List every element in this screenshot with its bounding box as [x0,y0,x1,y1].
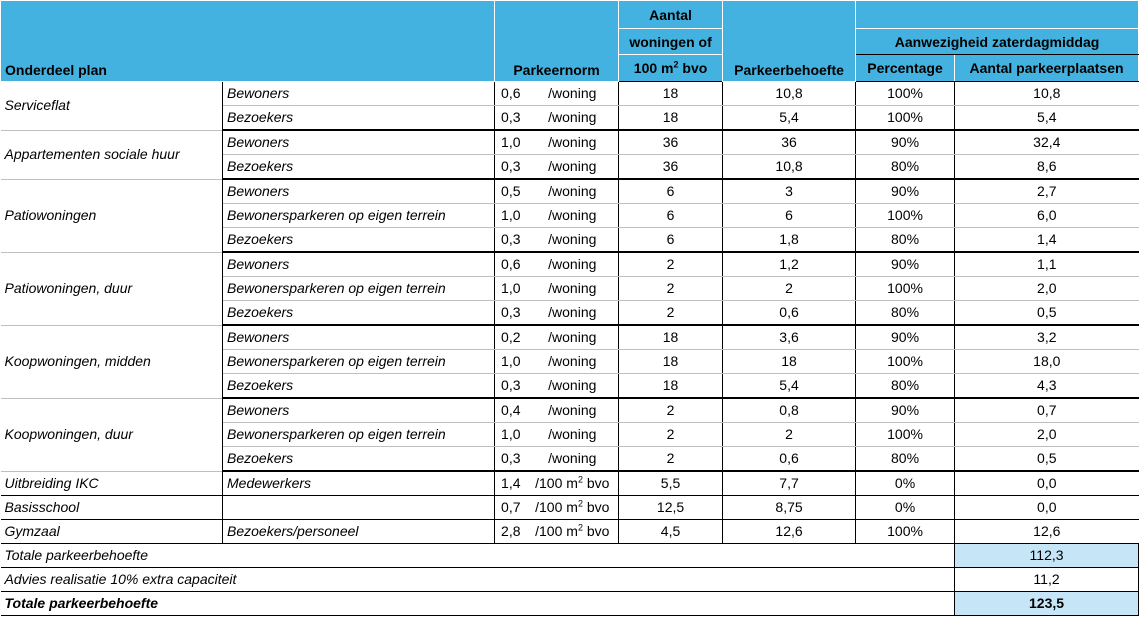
row-category: Bezoekers [223,374,495,399]
row-unit: /woning [527,204,619,228]
row-norm: 1,4 [495,471,527,496]
row-percentage: 90% [856,398,955,423]
row-name: Uitbreiding IKC [1,471,223,496]
table-row [1,252,1139,277]
row-norm: 0,2 [495,325,527,350]
row-behoefte: 5,4 [723,106,856,131]
row-percentage: 100% [856,82,955,106]
row-percentage: 100% [856,106,955,131]
header-parkeerbehoefte: Parkeerbehoefte [723,1,856,82]
row-norm: 0,3 [495,447,527,472]
row-percentage: 100% [856,520,955,544]
row-behoefte: 36 [723,130,856,155]
group-name: Koopwoningen, midden [1,325,223,398]
row-parkeerplaatsen: 2,0 [955,423,1139,447]
row-unit: /100 $m^2$ bvo [527,471,619,496]
row-percentage: 0% [856,496,955,520]
row-norm: 1,0 [495,204,527,228]
row-category [223,496,495,520]
row-percentage: 100% [856,350,955,374]
total-label: Totale parkeerbehoefte [1,544,955,568]
row-norm: 1,0 [495,130,527,155]
row-unit: /woning [527,252,619,277]
row-aantal: 18 [619,374,723,399]
header-parkeernorm: Parkeernorm [495,1,619,82]
table-body [1,82,1139,616]
row-parkeerplaatsen: 6,0 [955,204,1139,228]
row-aantal: 36 [619,155,723,180]
row-percentage: 100% [856,204,955,228]
row-percentage: 80% [856,301,955,326]
row-behoefte: 2 [723,277,856,301]
row-norm: 0,3 [495,155,527,180]
row-unit: /woning [527,277,619,301]
row-category: Bezoekers [223,447,495,472]
row-name: Basisschool [1,496,223,520]
row-parkeerplaatsen: 5,4 [955,106,1139,131]
row-norm: 0,3 [495,374,527,399]
row-category: Bezoekers [223,155,495,180]
row-parkeerplaatsen: 0,0 [955,471,1139,496]
row-percentage: 80% [856,155,955,180]
advies-value: 11,2 [955,568,1139,592]
row-aantal: 6 [619,204,723,228]
row-behoefte: 3,6 [723,325,856,350]
row-category: Bewonersparkeren op eigen terrein [223,350,495,374]
row-parkeerplaatsen: 8,6 [955,155,1139,180]
row-parkeerplaatsen: 10,8 [955,82,1139,106]
row-norm: 1,0 [495,423,527,447]
row-parkeerplaatsen: 2,7 [955,179,1139,204]
row-behoefte: 0,6 [723,301,856,326]
row-behoefte: 0,6 [723,447,856,472]
row-unit: /woning [527,106,619,131]
row-unit: /woning [527,179,619,204]
row-aantal: 4,5 [619,520,723,544]
header-aantal-pp: Aantal parkeerplaatsen [955,55,1139,82]
advies-row [1,568,1139,592]
row-aantal: 18 [619,82,723,106]
row-norm: 1,0 [495,277,527,301]
table-row [1,496,1139,520]
grand-total-value: 123,5 [955,592,1139,616]
row-norm: 0,4 [495,398,527,423]
table-row [1,398,1139,423]
row-aantal: 6 [619,228,723,253]
row-parkeerplaatsen: 0,5 [955,447,1139,472]
row-unit: /woning [527,301,619,326]
row-behoefte: 6 [723,204,856,228]
group-name: Serviceflat [1,82,223,131]
table-row [1,179,1139,204]
row-parkeerplaatsen: 0,0 [955,496,1139,520]
row-parkeerplaatsen: 2,0 [955,277,1139,301]
row-parkeerplaatsen: 18,0 [955,350,1139,374]
row-unit: /woning [527,350,619,374]
row-unit: /woning [527,447,619,472]
grand-total-label: Totale parkeerbehoefte [1,592,955,616]
row-behoefte: 10,8 [723,155,856,180]
row-behoefte: 5,4 [723,374,856,399]
row-percentage: 90% [856,179,955,204]
row-aantal: 18 [619,350,723,374]
row-name: Gymzaal [1,520,223,544]
row-aantal: 6 [619,179,723,204]
row-unit: /woning [527,325,619,350]
row-category: Bewoners [223,179,495,204]
row-percentage: 80% [856,374,955,399]
row-aantal: 36 [619,130,723,155]
row-percentage: 90% [856,325,955,350]
header-aantal-line1: Aantal [619,1,723,29]
row-aantal: 5,5 [619,471,723,496]
row-norm: 0,6 [495,252,527,277]
row-category: Medewerkers [223,471,495,496]
row-aantal: 18 [619,106,723,131]
group-name: Patiowoningen, duur [1,252,223,325]
row-category: Bewonersparkeren op eigen terrein [223,423,495,447]
table-row [1,130,1139,155]
row-unit: /woning [527,374,619,399]
group-name: Koopwoningen, duur [1,398,223,471]
row-behoefte: 12,6 [723,520,856,544]
row-aantal: 2 [619,252,723,277]
row-category: Bezoekers [223,228,495,253]
header-aantal-line2: woningen of [619,29,723,55]
row-unit: /woning [527,155,619,180]
row-unit: /woning [527,130,619,155]
row-norm: 0,5 [495,179,527,204]
row-percentage: 100% [856,277,955,301]
row-parkeerplaatsen: 0,7 [955,398,1139,423]
group-name: Appartementen sociale huur [1,130,223,179]
row-category: Bewoners [223,325,495,350]
row-percentage: 90% [856,130,955,155]
header-aanwezigheid: Aanwezigheid zaterdagmiddag [856,29,1139,55]
table-row [1,520,1139,544]
row-norm: 0,3 [495,106,527,131]
row-behoefte: 2 [723,423,856,447]
row-aantal: 2 [619,447,723,472]
group-name: Patiowoningen [1,179,223,252]
row-percentage: 80% [856,228,955,253]
row-category: Bezoekers [223,301,495,326]
row-behoefte: 3 [723,179,856,204]
row-norm: 1,0 [495,350,527,374]
row-category: Bezoekers [223,106,495,131]
header-aantal-line3: 100 $m^2$ bvo [619,55,723,82]
row-category: Bewonersparkeren op eigen terrein [223,277,495,301]
row-parkeerplaatsen: 12,6 [955,520,1139,544]
total-row [1,544,1139,568]
row-norm: 0,3 [495,301,527,326]
row-category: Bewoners [223,82,495,106]
row-aantal: 12,5 [619,496,723,520]
row-category: Bezoekers/personeel [223,520,495,544]
row-norm: 0,7 [495,496,527,520]
row-unit: /woning [527,398,619,423]
advies-label: Advies realisatie 10% extra capaciteit [1,568,955,592]
row-norm: 2,8 [495,520,527,544]
row-behoefte: 1,2 [723,252,856,277]
row-behoefte: 0,8 [723,398,856,423]
table-row [1,471,1139,496]
total-value: 112,3 [955,544,1139,568]
grand-total-row [1,592,1139,616]
row-percentage: 90% [856,252,955,277]
row-aantal: 18 [619,325,723,350]
row-parkeerplaatsen: 1,4 [955,228,1139,253]
row-unit: /woning [527,423,619,447]
row-percentage: 80% [856,447,955,472]
row-aantal: 2 [619,398,723,423]
row-unit: /100 $m^2$ bvo [527,520,619,544]
row-percentage: 0% [856,471,955,496]
row-parkeerplaatsen: 4,3 [955,374,1139,399]
header-percentage: Percentage [856,55,955,82]
row-category: Bewoners [223,398,495,423]
row-parkeerplaatsen: 32,4 [955,130,1139,155]
row-norm: 0,3 [495,228,527,253]
row-parkeerplaatsen: 1,1 [955,252,1139,277]
row-aantal: 2 [619,301,723,326]
row-unit: /100 $m^2$ bvo [527,496,619,520]
table-row [1,325,1139,350]
row-parkeerplaatsen: 3,2 [955,325,1139,350]
table-header [1,1,1139,82]
row-norm: 0,6 [495,82,527,106]
row-behoefte: 8,75 [723,496,856,520]
row-behoefte: 7,7 [723,471,856,496]
table-row [1,82,1139,106]
row-behoefte: 18 [723,350,856,374]
row-category: Bewoners [223,130,495,155]
row-category: Bewonersparkeren op eigen terrein [223,204,495,228]
row-category: Bewoners [223,252,495,277]
row-aantal: 2 [619,277,723,301]
row-unit: /woning [527,82,619,106]
row-unit: /woning [527,228,619,253]
header-onderdeel: Onderdeel plan [1,1,495,82]
row-behoefte: 10,8 [723,82,856,106]
row-aantal: 2 [619,423,723,447]
row-behoefte: 1,8 [723,228,856,253]
row-percentage: 100% [856,423,955,447]
row-parkeerplaatsen: 0,5 [955,301,1139,326]
